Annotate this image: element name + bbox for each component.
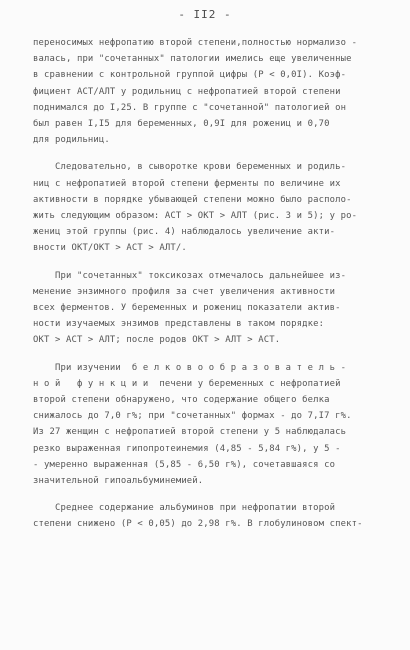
body-text — [33, 35, 383, 533]
text-line: активности в порядке убывающей степени можно было располо- — [33, 194, 352, 205]
paragraph-gap — [33, 349, 383, 360]
text-line: менение энзимного профиля за счет увеличения активности — [33, 286, 336, 297]
text-line: значительной гипоальбуминемией. — [33, 476, 204, 487]
paragraph-gap — [33, 489, 383, 500]
text-line: - умеренно выраженная (5,85 - 6,50 г%), сочетавшаяся со — [33, 459, 336, 470]
text-line: Следовательно, в сыворотке крови беременных и родиль- — [33, 162, 347, 173]
text-line: вности ОКТ/ОКТ > АСТ > АЛТ/. — [33, 243, 187, 254]
paragraph — [33, 35, 383, 148]
text-line: резко выраженная гипопротеинемия (4,85 - 5,84 г%), у 5 - — [33, 443, 341, 454]
text-line: снижалось до 7,0 г%; при "сочетанных" формах - до 7,I7 г%. — [33, 411, 352, 422]
text-line: был равен I,I5 для беременных, 0,9I для рожениц и 0,70 — [33, 119, 330, 130]
text-line: ности изучаемых энзимов представлены в таком порядке: — [33, 319, 325, 330]
text-line: в сравнении с контрольной группой цифры (Р < 0,0I). Коэф- — [33, 70, 347, 81]
text-line: ниц с нефропатией второй степени ферменты по величине их — [33, 178, 341, 189]
paragraph-gap — [33, 257, 383, 268]
text-line: При изучении б е л к о в о о б р а з о в а т е л ь - — [33, 362, 347, 373]
text-line: Среднее содержание альбуминов при нефропатии второй — [33, 503, 336, 514]
text-line: н о й ф у н к ц и и печени у беременных с нефропатией — [33, 378, 341, 389]
text-line: валась, при "сочетанных" патологии имелись еще увеличенные — [33, 54, 352, 65]
paragraph — [33, 268, 383, 349]
text-line: степени снижено (Р < 0,05) до 2,98 г%. В глобулиновом спект- — [33, 519, 363, 530]
text-line: поднимался до I,25. В группе с "сочетанной" патологией он — [33, 102, 347, 113]
text-line: При "сочетанных" токсикозах отмечалось дальнейшее из- — [33, 270, 347, 281]
text-line: жениц этой группы (рис. 4) наблюдалось увеличение акти- — [33, 227, 336, 238]
text-line: Из 27 женщин с нефропатией второй степени у 5 наблюдалась — [33, 427, 347, 438]
paragraph — [33, 360, 383, 490]
text-line: ОКТ > АСТ > АЛТ; после родов ОКТ > АЛТ > АСТ. — [33, 335, 281, 346]
paragraph-gap — [33, 148, 383, 159]
text-line: переносимых нефропатию второй степени,полностью нормализо - — [33, 38, 358, 48]
text-line: второй степени обнаружено, что содержание общего белка — [33, 395, 330, 406]
text-line: фициент АСТ/АЛТ у родильниц с нефропатией второй степени — [33, 86, 341, 97]
paragraph — [33, 159, 383, 256]
text-line: жить следующим образом: АСТ > ОКТ > АЛТ (рис. 3 и 5); у ро- — [33, 211, 358, 222]
text-line: для родильниц. — [33, 135, 110, 146]
paragraph — [33, 500, 383, 532]
text-line: всех ферментов. У беременных и рожениц показатели актив- — [33, 303, 341, 314]
page-number: - II2 - — [178, 8, 232, 21]
